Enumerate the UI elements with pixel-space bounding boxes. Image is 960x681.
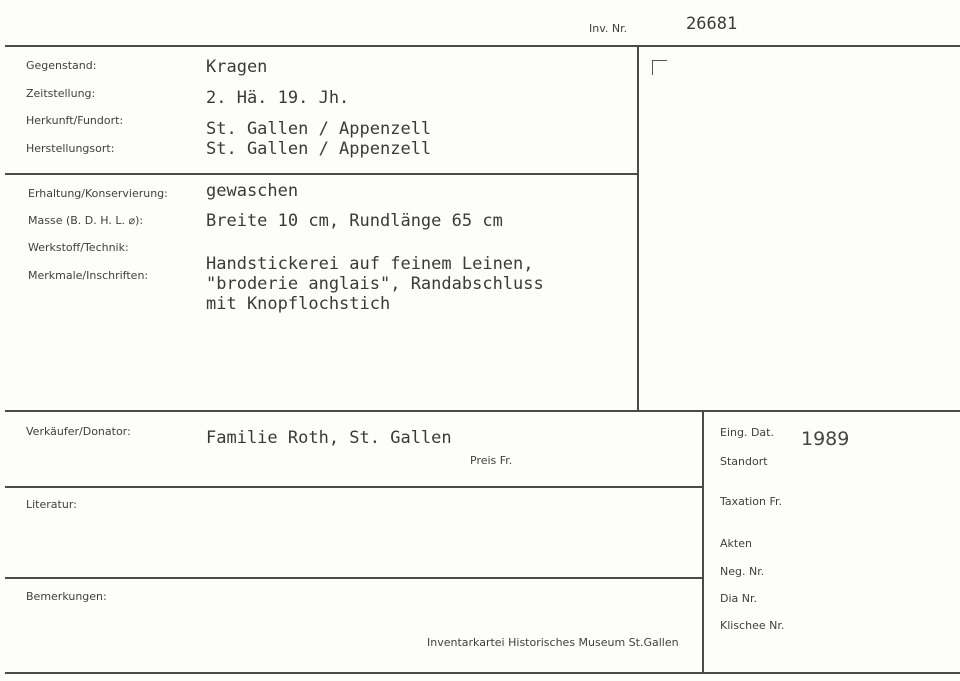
verkaeufer-label: Verkäufer/Donator: (26, 425, 131, 438)
divider-section-1 (5, 173, 638, 175)
masse-value: Breite 10 cm, Rundlänge 65 cm (206, 211, 503, 231)
merkmale-value: Handstickerei auf feinem Leinen, "broderie anglais", Randabschluss mit Knopflochstich (206, 254, 544, 314)
divider-section-2 (5, 410, 960, 412)
corner-mark-icon (652, 60, 667, 75)
divider-bottom (5, 672, 960, 674)
verkaeufer-value: Familie Roth, St. Gallen (206, 428, 452, 448)
herstellungsort-value: St. Gallen / Appenzell (206, 139, 432, 159)
standort-label: Standort (720, 455, 768, 468)
preis-label: Preis Fr. (470, 454, 513, 467)
divider-vertical-upper (637, 45, 639, 412)
erhaltung-value: gewaschen (206, 181, 299, 201)
divider-section-3 (5, 486, 703, 488)
klischee-nr-label: Klischee Nr. (720, 619, 785, 632)
inv-nr-label: Inv. Nr. (589, 22, 628, 35)
erhaltung-label: Erhaltung/Konservierung: (28, 187, 168, 200)
literatur-label: Literatur: (26, 498, 77, 511)
merkmale-label: Merkmale/Inschriften: (28, 269, 149, 282)
divider-section-4 (5, 577, 703, 579)
herstellungsort-label: Herstellungsort: (26, 142, 115, 155)
zeitstellung-value: 2. Hä. 19. Jh. (206, 88, 350, 108)
zeitstellung-label: Zeitstellung: (26, 87, 96, 100)
divider-vertical-lower (702, 411, 704, 673)
bemerkungen-label: Bemerkungen: (26, 590, 107, 603)
akten-label: Akten (720, 537, 752, 550)
herkunft-label: Herkunft/Fundort: (26, 114, 124, 127)
dia-nr-label: Dia Nr. (720, 592, 758, 605)
eing-dat-label: Eing. Dat. (720, 426, 774, 439)
footer-text: Inventarkartei Historisches Museum St.Gallen (427, 636, 679, 649)
neg-nr-label: Neg. Nr. (720, 565, 765, 578)
eing-dat-value: 1989 (801, 428, 850, 450)
gegenstand-label: Gegenstand: (26, 59, 97, 72)
masse-label: Masse (B. D. H. L. ⌀): (28, 214, 144, 227)
inv-nr-value: 26681 (686, 14, 738, 34)
taxation-label: Taxation Fr. (720, 495, 782, 508)
werkstoff-label: Werkstoff/Technik: (28, 241, 129, 254)
gegenstand-value: Kragen (206, 57, 268, 77)
herkunft-value: St. Gallen / Appenzell (206, 119, 432, 139)
divider-top (5, 45, 960, 47)
